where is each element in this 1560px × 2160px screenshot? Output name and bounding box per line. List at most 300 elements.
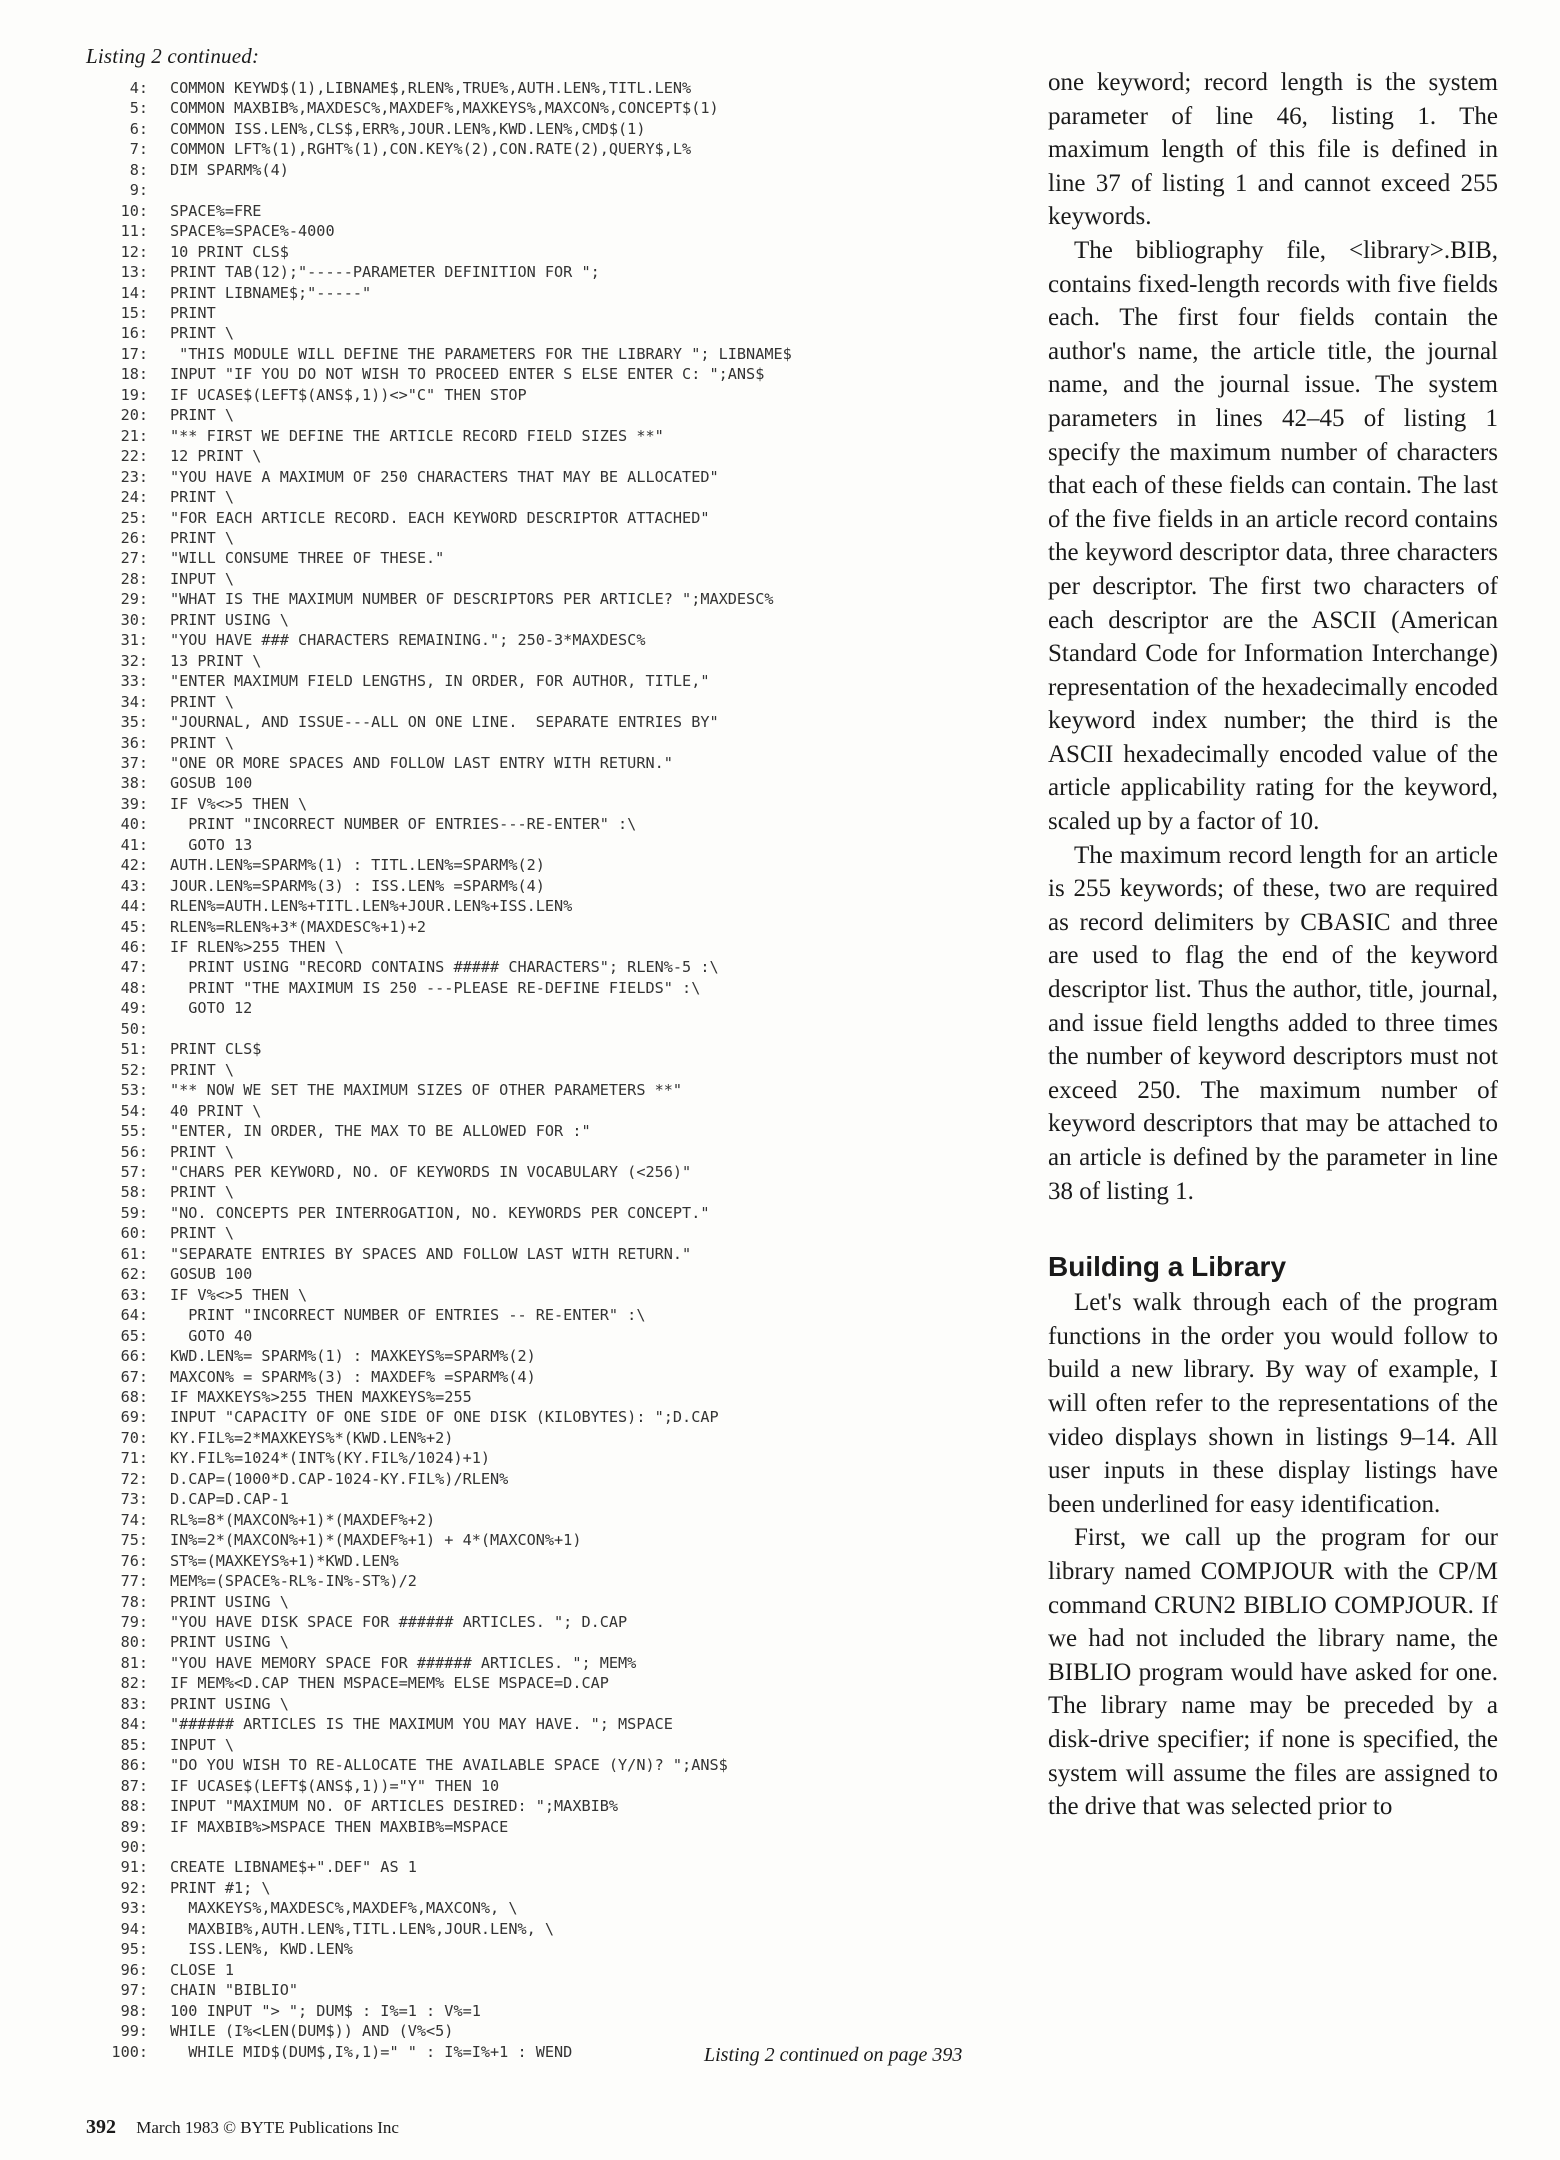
code-text: "ENTER MAXIMUM FIELD LENGTHS, IN ORDER, FOR AUTHOR, TITLE," — [170, 672, 710, 691]
code-line — [86, 1530, 1016, 1550]
line-number: 22: — [120, 447, 148, 466]
code-line — [86, 262, 1016, 282]
code-text: "FOR EACH ARTICLE RECORD. EACH KEYWORD DESCRIPTOR ATTACHED" — [170, 508, 710, 527]
line-number: 5: — [129, 99, 148, 118]
line-number: 90: — [120, 1837, 148, 1856]
line-number: 77: — [120, 1572, 148, 1591]
code-line — [86, 1080, 1016, 1100]
code-text — [148, 180, 170, 200]
code-text: AUTH.LEN%=SPARM%(1) : TITL.LEN%=SPARM%(2) — [170, 856, 545, 875]
line-number: 72: — [120, 1469, 148, 1488]
code-line — [86, 139, 1016, 159]
line-number: 26: — [120, 528, 148, 547]
code-line — [86, 1264, 1016, 1284]
code-line — [86, 405, 1016, 425]
line-number: 67: — [120, 1367, 148, 1386]
code-text: PRINT \ — [170, 733, 235, 752]
code-line — [86, 610, 1016, 630]
line-number: 75: — [120, 1531, 148, 1550]
line-number: 99: — [120, 2022, 148, 2041]
code-text: "ONE OR MORE SPACES AND FOLLOW LAST ENTRY WITH RETURN." — [170, 753, 673, 772]
code-text: PRINT \ — [170, 324, 235, 343]
line-number: 28: — [120, 569, 148, 588]
code-line — [86, 98, 1016, 118]
line-number: 74: — [120, 1510, 148, 1529]
code-text: 13 PRINT \ — [170, 651, 262, 670]
code-line — [86, 242, 1016, 262]
line-number: 95: — [120, 1940, 148, 1959]
line-number: 18: — [120, 365, 148, 384]
code-text: COMMON LFT%(1),RGHT%(1),CON.KEY%(2),CON.RATE(2),QUERY$,L% — [170, 140, 692, 159]
code-line — [86, 1632, 1016, 1652]
code-text: "###### ARTICLES IS THE MAXIMUM YOU MAY HAVE. "; MSPACE — [170, 1715, 673, 1734]
code-line — [86, 1448, 1016, 1468]
code-line — [86, 651, 1016, 671]
line-number: 94: — [120, 1919, 148, 1938]
code-line — [86, 1776, 1016, 1796]
code-text: RLEN%=RLEN%+3*(MAXDESC%+1)+2 — [170, 917, 427, 936]
code-line — [86, 1285, 1016, 1305]
line-number: 16: — [120, 324, 148, 343]
code-line — [86, 548, 1016, 568]
continued-note: Listing 2 continued on page 393 — [704, 2044, 963, 2066]
code-line — [86, 998, 1016, 1018]
line-number: 54: — [120, 1101, 148, 1120]
code-line — [86, 1673, 1016, 1693]
code-line — [86, 1223, 1016, 1243]
line-number: 14: — [120, 283, 148, 302]
code-text: DIM SPARM%(4) — [170, 160, 289, 179]
code-line — [86, 1755, 1016, 1775]
line-number: 57: — [120, 1163, 148, 1182]
line-number: 41: — [120, 835, 148, 854]
line-number: 20: — [120, 406, 148, 425]
code-line — [86, 855, 1016, 875]
line-number: 69: — [120, 1408, 148, 1427]
code-line — [86, 753, 1016, 773]
line-number: 44: — [120, 897, 148, 916]
line-number: 33: — [120, 672, 148, 691]
code-line — [86, 1960, 1016, 1980]
line-number: 58: — [120, 1183, 148, 1202]
code-line — [86, 876, 1016, 896]
code-text: 12 PRINT \ — [170, 447, 262, 466]
line-number: 62: — [120, 1265, 148, 1284]
line-number: 43: — [120, 876, 148, 895]
code-line — [86, 180, 1016, 200]
code-text: D.CAP=(1000*D.CAP-1024-KY.FIL%)/RLEN% — [170, 1469, 509, 1488]
code-text: RL%=8*(MAXCON%+1)*(MAXDEF%+2) — [170, 1510, 436, 1529]
code-line — [86, 364, 1016, 384]
code-line — [86, 160, 1016, 180]
line-number: 91: — [120, 1858, 148, 1877]
line-number: 59: — [120, 1203, 148, 1222]
section-heading: Building a Library — [1048, 1251, 1287, 1283]
code-line — [86, 221, 1016, 241]
code-text: PRINT \ — [170, 488, 235, 507]
line-number: 8: — [129, 160, 148, 179]
code-text: IF UCASE$(LEFT$(ANS$,1))<>"C" THEN STOP — [170, 385, 527, 404]
code-line — [86, 1857, 1016, 1877]
line-number: 97: — [120, 1981, 148, 2000]
line-number: 78: — [120, 1592, 148, 1611]
line-number: 12: — [120, 242, 148, 261]
code-text: PRINT "INCORRECT NUMBER OF ENTRIES---RE-ENTER" :\ — [170, 815, 637, 834]
code-line — [86, 733, 1016, 753]
line-number: 11: — [120, 222, 148, 241]
line-number: 64: — [120, 1306, 148, 1325]
code-text: PRINT USING \ — [170, 610, 289, 629]
code-line — [86, 589, 1016, 609]
code-text — [148, 1837, 170, 1857]
code-line — [86, 1653, 1016, 1673]
line-number: 68: — [120, 1388, 148, 1406]
page-number: 392 — [86, 2116, 116, 2138]
article-column — [1048, 66, 1498, 1824]
code-text: PRINT CLS$ — [170, 1040, 262, 1059]
line-number: 15: — [120, 303, 148, 322]
code-text: PRINT USING \ — [170, 1694, 289, 1713]
line-number: 46: — [120, 938, 148, 957]
code-text: D.CAP=D.CAP-1 — [170, 1490, 289, 1509]
line-number: 30: — [120, 610, 148, 629]
code-text: GOTO 13 — [170, 835, 253, 854]
code-text: PRINT \ — [170, 1060, 235, 1079]
code-line — [86, 1919, 1016, 1939]
line-number: 45: — [120, 917, 148, 936]
code-line — [86, 508, 1016, 528]
code-line — [86, 1142, 1016, 1162]
code-line — [86, 1939, 1016, 1959]
code-text: PRINT \ — [170, 528, 235, 547]
code-line — [86, 569, 1016, 589]
code-line — [86, 1878, 1016, 1898]
line-number: 88: — [120, 1797, 148, 1816]
paragraph: The maximum record length for an article is 255 keywords; of these, two are required as record delimiters by CBASIC and three are used to flag the end of the keyword descriptor list. Thus the author, title, journal, and issue field lengths added to three times the number of keyword descriptors must not exceed 250. The maximum number of keyword descriptors that may be attached to an article is defined by the parameter in line 38 of listing 1. — [1048, 841, 1498, 1205]
line-number: 79: — [120, 1612, 148, 1631]
code-text: PRINT "INCORRECT NUMBER OF ENTRIES -- RE-ENTER" :\ — [170, 1306, 646, 1325]
code-text: IF MAXBIB%>MSPACE THEN MAXBIB%=MSPACE — [170, 1817, 509, 1836]
code-line — [86, 1735, 1016, 1755]
code-text: "YOU HAVE MEMORY SPACE FOR ###### ARTICLES. "; MEM% — [170, 1653, 637, 1672]
code-text: "ENTER, IN ORDER, THE MAX TO BE ALLOWED FOR :" — [170, 1122, 591, 1141]
code-line — [86, 1714, 1016, 1734]
code-line — [86, 446, 1016, 466]
code-text: 100 INPUT "> "; DUM$ : I%=1 : V%=1 — [170, 2001, 481, 2020]
code-line — [86, 814, 1016, 834]
line-number: 61: — [120, 1244, 148, 1263]
code-text: COMMON MAXBIB%,MAXDESC%,MAXDEF%,MAXKEYS%,MAXCON%,CONCEPT$(1) — [170, 99, 719, 118]
line-number: 42: — [120, 856, 148, 875]
code-line — [86, 1428, 1016, 1448]
line-number: 100: — [111, 2042, 148, 2061]
line-number: 93: — [120, 1899, 148, 1918]
code-text: GOSUB 100 — [170, 774, 253, 793]
code-line — [86, 1101, 1016, 1121]
line-number: 39: — [120, 794, 148, 813]
line-number: 63: — [120, 1285, 148, 1304]
code-text: "** NOW WE SET THE MAXIMUM SIZES OF OTHER PARAMETERS **" — [170, 1081, 683, 1100]
line-number: 48: — [120, 978, 148, 997]
line-number: 10: — [120, 201, 148, 220]
code-line — [86, 201, 1016, 221]
code-line — [86, 896, 1016, 916]
code-line — [86, 1489, 1016, 1509]
code-text: PRINT \ — [170, 1224, 235, 1243]
line-number: 84: — [120, 1715, 148, 1734]
code-text: PRINT TAB(12);"-----PARAMETER DEFINITION FOR "; — [170, 263, 600, 282]
code-text — [148, 1019, 170, 1039]
line-number: 53: — [120, 1081, 148, 1100]
code-text: GOTO 12 — [170, 999, 253, 1018]
line-number: 29: — [120, 590, 148, 609]
code-text: PRINT \ — [170, 1183, 235, 1202]
code-text: GOTO 40 — [170, 1326, 253, 1345]
code-text: PRINT #1; \ — [170, 1878, 271, 1897]
code-line — [86, 1551, 1016, 1571]
code-text: PRINT USING \ — [170, 1592, 289, 1611]
code-text: PRINT \ — [170, 406, 235, 425]
code-line — [86, 978, 1016, 998]
code-text: "SEPARATE ENTRIES BY SPACES AND FOLLOW LAST WITH RETURN." — [170, 1244, 692, 1263]
code-line — [86, 2001, 1016, 2021]
code-line — [86, 1407, 1016, 1427]
code-line — [86, 1898, 1016, 1918]
code-text: CREATE LIBNAME$+".DEF" AS 1 — [170, 1858, 417, 1877]
code-line — [86, 692, 1016, 712]
line-number: 50: — [120, 1019, 148, 1038]
code-line — [86, 1796, 1016, 1816]
code-line — [86, 937, 1016, 957]
code-text: MAXBIB%,AUTH.LEN%,TITL.LEN%,JOUR.LEN%, \ — [170, 1919, 555, 1938]
paragraph: First, we call up the program for our library named COMPJOUR with the CP/M command CRUN2 BIBLIO COMPJOUR. If we had not included the library name, the BIBLIO program would have asked for one. The library name may be preceded by a disk-drive specifier; if none is specified, the system will assume the files are assigned to the drive that was selected prior to — [1048, 1524, 1498, 1821]
code-text: PRINT \ — [170, 692, 235, 711]
code-text: PRINT — [170, 303, 216, 322]
code-line — [86, 1592, 1016, 1612]
line-number: 89: — [120, 1817, 148, 1836]
paragraph: one keyword; record length is the system parameter of line 46, listing 1. The maximum length of this file is defined in line 37 of listing 1 and cannot exceed 255 keywords. — [1048, 69, 1498, 231]
paragraph: Let's walk through each of the program functions in the order you would follow to build a new library. By way of example, I will often refer to the representations of the video displays shown in listings 9–14. All user inputs in these display listings have been underlined for easy identification. — [1048, 1289, 1498, 1518]
code-line — [86, 283, 1016, 303]
listing-header: Listing 2 continued: — [86, 44, 260, 68]
line-number: 87: — [120, 1776, 148, 1795]
code-line — [86, 1060, 1016, 1080]
code-text: INPUT "IF YOU DO NOT WISH TO PROCEED ENTER S ELSE ENTER C: ";ANS$ — [170, 365, 765, 384]
code-text: SPACE%=SPACE%-4000 — [170, 222, 335, 241]
line-number: 4: — [129, 79, 148, 97]
code-text: "CHARS PER KEYWORD, NO. OF KEYWORDS IN VOCABULARY (<256)" — [170, 1163, 692, 1182]
code-text: CLOSE 1 — [170, 1960, 235, 1979]
line-number: 55: — [120, 1122, 148, 1141]
code-line — [86, 671, 1016, 691]
code-line — [86, 78, 1016, 98]
code-line — [86, 1203, 1016, 1223]
code-line — [86, 917, 1016, 937]
code-line — [86, 1612, 1016, 1632]
code-text: "YOU HAVE A MAXIMUM OF 250 CHARACTERS THAT MAY BE ALLOCATED" — [170, 467, 719, 486]
code-text: IF V%<>5 THEN \ — [170, 1285, 308, 1304]
code-text: PRINT USING "RECORD CONTAINS ##### CHARACTERS"; RLEN%-5 :\ — [170, 958, 719, 977]
line-number: 96: — [120, 1960, 148, 1979]
code-line — [86, 1387, 1016, 1407]
line-number: 13: — [120, 263, 148, 282]
code-text: COMMON ISS.LEN%,CLS$,ERR%,JOUR.LEN%,KWD.LEN%,CMD$(1) — [170, 119, 646, 138]
code-line — [86, 1571, 1016, 1591]
line-number: 70: — [120, 1428, 148, 1447]
code-line — [86, 1182, 1016, 1202]
line-number: 92: — [120, 1878, 148, 1897]
code-text: COMMON KEYWD$(1),LIBNAME$,RLEN%,TRUE%,AUTH.LEN%,TITL.LEN% — [170, 79, 692, 97]
article-paragraphs-top — [1048, 66, 1498, 1208]
code-text: KY.FIL%=1024*(INT%(KY.FIL%/1024)+1) — [170, 1449, 491, 1468]
code-text: PRINT "THE MAXIMUM IS 250 ---PLEASE RE-DEFINE FIELDS" :\ — [170, 978, 701, 997]
line-number: 19: — [120, 385, 148, 404]
code-listing — [86, 78, 1016, 2062]
code-text: INPUT "MAXIMUM NO. OF ARTICLES DESIRED: ";MAXBIB% — [170, 1797, 619, 1816]
code-text: "YOU HAVE DISK SPACE FOR ###### ARTICLES. "; D.CAP — [170, 1612, 628, 1631]
code-text: JOUR.LEN%=SPARM%(3) : ISS.LEN% =SPARM%(4) — [170, 876, 545, 895]
line-number: 60: — [120, 1224, 148, 1243]
line-number: 56: — [120, 1142, 148, 1161]
code-line — [86, 1039, 1016, 1059]
code-text: IF RLEN%>255 THEN \ — [170, 938, 344, 957]
line-number: 86: — [120, 1756, 148, 1775]
line-number: 9: — [129, 181, 148, 200]
line-number: 40: — [120, 815, 148, 834]
code-text: PRINT \ — [170, 1142, 235, 1161]
code-text: CHAIN "BIBLIO" — [170, 1981, 299, 2000]
code-line — [86, 1837, 1016, 1857]
code-text: "THIS MODULE WILL DEFINE THE PARAMETERS FOR THE LIBRARY "; LIBNAME$ — [170, 344, 792, 363]
line-number: 65: — [120, 1326, 148, 1345]
code-line — [86, 1980, 1016, 2000]
line-number: 32: — [120, 651, 148, 670]
line-number: 47: — [120, 958, 148, 977]
code-line — [86, 528, 1016, 548]
line-number: 21: — [120, 426, 148, 445]
line-number: 6: — [129, 119, 148, 138]
code-text: ST%=(MAXKEYS%+1)*KWD.LEN% — [170, 1551, 399, 1570]
code-line — [86, 467, 1016, 487]
code-line — [86, 1694, 1016, 1714]
code-text: IN%=2*(MAXCON%+1)*(MAXDEF%+1) + 4*(MAXCON%+1) — [170, 1531, 582, 1550]
code-text: "YOU HAVE ### CHARACTERS REMAINING."; 250-3*MAXDESC% — [170, 631, 646, 650]
code-line — [86, 957, 1016, 977]
code-line — [86, 1121, 1016, 1141]
code-line — [86, 1244, 1016, 1264]
code-line — [86, 1469, 1016, 1489]
code-text: RLEN%=AUTH.LEN%+TITL.LEN%+JOUR.LEN%+ISS.LEN% — [170, 897, 573, 916]
line-number: 37: — [120, 753, 148, 772]
code-line — [86, 385, 1016, 405]
code-text: WHILE (I%<LEN(DUM$)) AND (V%<5) — [170, 2022, 454, 2041]
code-line — [86, 323, 1016, 343]
code-text: IF UCASE$(LEFT$(ANS$,1))="Y" THEN 10 — [170, 1776, 500, 1795]
paragraph: The bibliography file, <library>.BIB, contains fixed-length records with five fields each. The first four fields contain the author's name, the article title, the journal name, and the journal issue. The system parameters in lines 42–45 of listing 1 specify the maximum number of characters that each of these fields can contain. The last of the five fields in an article record contains the keyword descriptor data, three characters per descriptor. The first two characters of each descriptor are the ASCII (American Standard Code for Information Interchange) representation of the hexadecimally encoded keyword index number; the third is the ASCII hexadecimally encoded value of the article applicability rating for the keyword, scaled up by a factor of 10. — [1048, 236, 1498, 836]
code-text: GOSUB 100 — [170, 1265, 253, 1284]
code-line — [86, 712, 1016, 732]
code-line — [86, 1367, 1016, 1387]
line-number: 71: — [120, 1449, 148, 1468]
line-number: 25: — [120, 508, 148, 527]
code-line — [86, 344, 1016, 364]
line-number: 85: — [120, 1735, 148, 1754]
code-text: IF V%<>5 THEN \ — [170, 794, 308, 813]
line-number: 80: — [120, 1633, 148, 1652]
code-text: INPUT "CAPACITY OF ONE SIDE OF ONE DISK (KILOBYTES): ";D.CAP — [170, 1408, 719, 1427]
article-paragraphs-bottom — [1048, 1286, 1498, 1824]
code-text: "JOURNAL, AND ISSUE---ALL ON ONE LINE. SEPARATE ENTRIES BY" — [170, 713, 719, 732]
code-text: SPACE%=FRE — [170, 201, 262, 220]
line-number: 24: — [120, 488, 148, 507]
code-line — [86, 1817, 1016, 1837]
code-text: "DO YOU WISH TO RE-ALLOCATE THE AVAILABLE SPACE (Y/N)? ";ANS$ — [170, 1756, 728, 1775]
code-line — [86, 487, 1016, 507]
code-line — [86, 1346, 1016, 1366]
line-number: 98: — [120, 2001, 148, 2020]
code-line — [86, 1019, 1016, 1039]
code-line — [86, 1305, 1016, 1325]
code-text: "** FIRST WE DEFINE THE ARTICLE RECORD FIELD SIZES **" — [170, 426, 664, 445]
code-text: INPUT \ — [170, 1735, 235, 1754]
code-text: IF MEM%<D.CAP THEN MSPACE=MEM% ELSE MSPACE=D.CAP — [170, 1674, 609, 1693]
line-number: 73: — [120, 1490, 148, 1509]
code-line — [86, 1510, 1016, 1530]
code-line — [86, 303, 1016, 323]
line-number: 83: — [120, 1694, 148, 1713]
code-line — [86, 773, 1016, 793]
code-line — [86, 1162, 1016, 1182]
code-text: "WILL CONSUME THREE OF THESE." — [170, 549, 445, 568]
code-text: INPUT \ — [170, 569, 235, 588]
code-line — [86, 119, 1016, 139]
line-number: 52: — [120, 1060, 148, 1079]
line-number: 34: — [120, 692, 148, 711]
code-text: 10 PRINT CLS$ — [170, 242, 289, 261]
code-line — [86, 2021, 1016, 2041]
code-text: PRINT USING \ — [170, 1633, 289, 1652]
code-text: MEM%=(SPACE%-RL%-IN%-ST%)/2 — [170, 1572, 417, 1591]
line-number: 66: — [120, 1347, 148, 1366]
code-text: KY.FIL%=2*MAXKEYS%*(KWD.LEN%+2) — [170, 1428, 454, 1447]
code-line — [86, 794, 1016, 814]
line-number: 35: — [120, 713, 148, 732]
code-text: PRINT LIBNAME$;"-----" — [170, 283, 372, 302]
line-number: 27: — [120, 549, 148, 568]
code-line — [86, 426, 1016, 446]
line-number: 76: — [120, 1551, 148, 1570]
code-text: WHILE MID$(DUM$,I%,1)=" " : I%=I%+1 : WEND — [170, 2042, 573, 2061]
line-number: 31: — [120, 631, 148, 650]
line-number: 51: — [120, 1040, 148, 1059]
publication-credit: March 1983 © BYTE Publications Inc — [136, 2118, 399, 2137]
line-number: 38: — [120, 774, 148, 793]
page-footer — [86, 2116, 399, 2139]
code-line — [86, 835, 1016, 855]
line-number: 23: — [120, 467, 148, 486]
code-text: "WHAT IS THE MAXIMUM NUMBER OF DESCRIPTORS PER ARTICLE? ";MAXDESC% — [170, 590, 774, 609]
code-text: KWD.LEN%= SPARM%(1) : MAXKEYS%=SPARM%(2) — [170, 1347, 536, 1366]
code-text: IF MAXKEYS%>255 THEN MAXKEYS%=255 — [170, 1388, 472, 1406]
line-number: 81: — [120, 1653, 148, 1672]
code-text: "NO. CONCEPTS PER INTERROGATION, NO. KEYWORDS PER CONCEPT." — [170, 1203, 710, 1222]
code-text: MAXCON% = SPARM%(3) : MAXDEF% =SPARM%(4) — [170, 1367, 536, 1386]
line-number: 36: — [120, 733, 148, 752]
line-number: 82: — [120, 1674, 148, 1693]
line-number: 49: — [120, 999, 148, 1018]
line-number: 7: — [129, 140, 148, 159]
code-line — [86, 630, 1016, 650]
